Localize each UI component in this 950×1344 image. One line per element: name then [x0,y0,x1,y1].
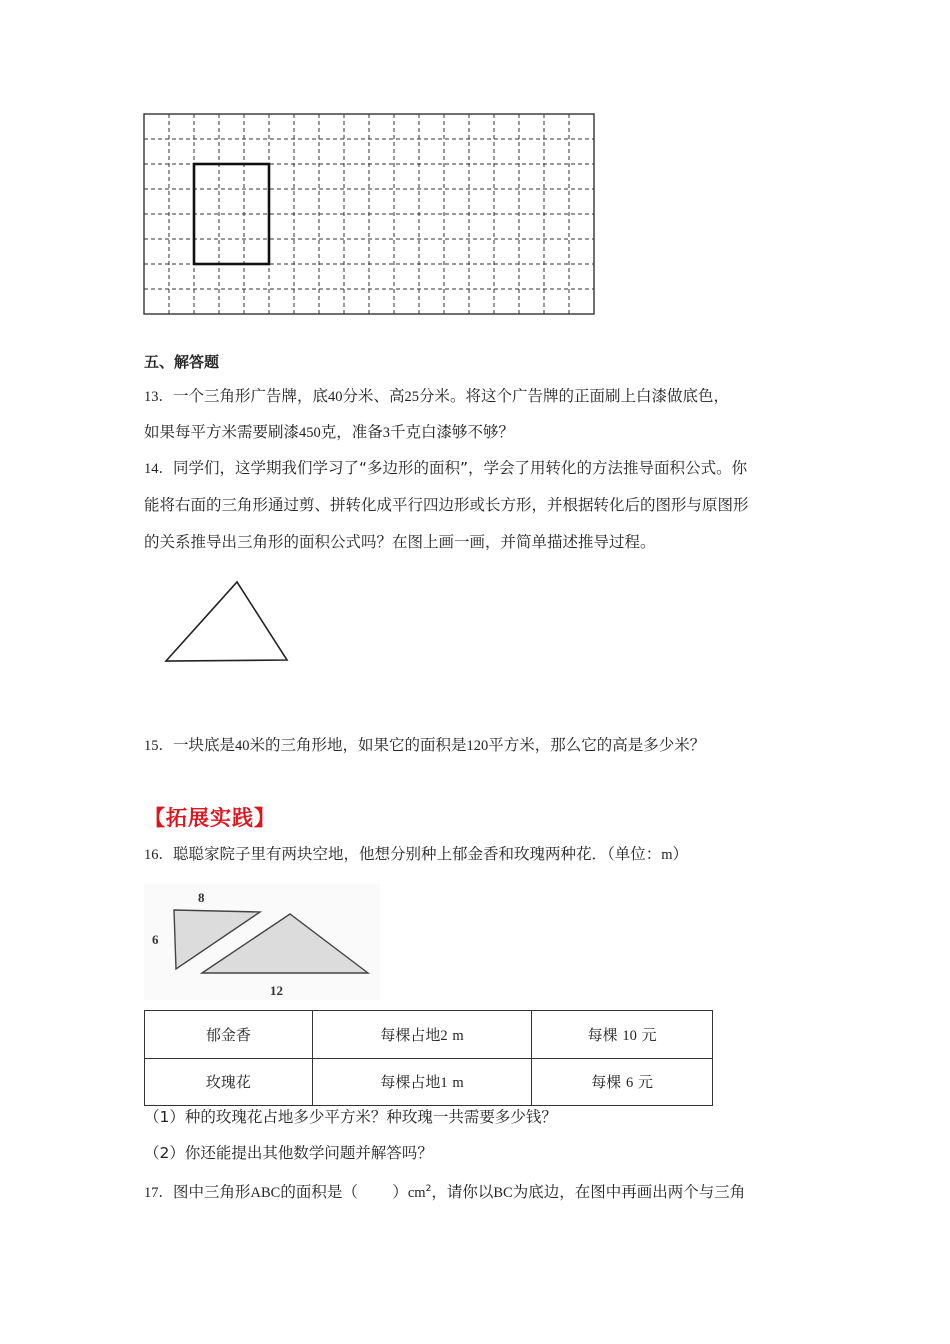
flower-name-cell: 郁金香 [145,1011,313,1059]
question-13-line-2: 如果每平方米需要刷漆450克，准备3千克白漆够不够？ [144,423,515,441]
question-13-line-1: 13．一个三角形广告牌，底40分米、高25分米。将这个广告牌的正面刷上白漆做底色， [144,387,730,405]
label-top: 8 [198,890,205,905]
question-14-line-2: 能将右面的三角形通过剪、拼转化成平行四边形或长方形，并根据转化后的图形与原图形 [144,496,749,514]
question-16-sub-1: （1）种的玫瑰花占地多少平方米？种玫瑰一共需要多少钱？ [144,1108,557,1126]
price-cell: 每棵 6 元 [532,1058,713,1106]
section-title: 五、解答题 [144,353,220,371]
area-cell: 每棵占地1 m [312,1058,532,1106]
garden-plots-figure [144,884,380,1000]
label-left: 6 [152,932,159,947]
price-cell: 每棵 10 元 [532,1011,713,1059]
question-16-sub-2: （2）你还能提出其他数学问题并解答吗？ [144,1144,433,1162]
grid-figure [140,110,600,326]
triangle-figure [160,578,294,666]
question-14-line-1: 14．同学们，这学期我们学习了“多边形的面积”，学会了用转化的方法推导面积公式。你 [144,459,748,477]
extension-heading: 【拓展实践】 [144,806,276,830]
table-row [145,1011,713,1059]
question-14-line-3: 的关系推导出三角形的面积公式吗？在图上画一画，并简单描述推导过程。 [144,533,656,551]
question-16: 16．聪聪家院子里有两块空地，他想分别种上郁金香和玫瑰两种花．（单位：m） [144,845,689,863]
question-17: 17．图中三角形ABC的面积是（ ）$cm^2$，请你以BC为底边，在图中再画出两个与三角 [144,1183,746,1202]
planting-table [144,1010,713,1106]
question-15: 15．一块底是40米的三角形地，如果它的面积是120平方米，那么它的高是多少米？ [144,736,706,754]
table-row [145,1058,713,1106]
label-bottom: 12 [270,983,283,998]
flower-name-cell: 玫瑰花 [145,1058,313,1106]
area-cell: 每棵占地2 m [312,1011,532,1059]
